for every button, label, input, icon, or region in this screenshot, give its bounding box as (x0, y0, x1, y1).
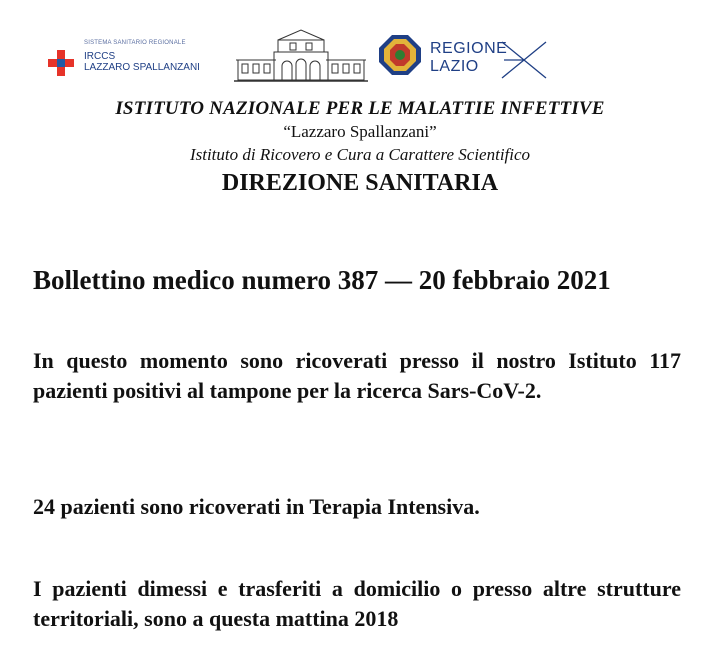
bulletin-paragraph-2: 24 pazienti sono ricoverati in Terapia Intensiva. (33, 494, 480, 519)
logo-irccs-text (84, 51, 200, 73)
lazio-line: LAZIO (430, 58, 479, 75)
regione-lazio-emblem-icon (378, 34, 422, 76)
bulletin-paragraph-3: I pazienti dimessi e trasferiti a domicilio o presso altre strutture territoriali, sono a questa mattina 2018 (33, 576, 681, 631)
bulletin-paragraph-1: In questo momento sono ricoverati presso il nostro Istituto 117 pazienti positivi al tampone per la ricerca Sars-CoV-2. (33, 348, 681, 403)
regione-lazio-chevron-icon (500, 40, 550, 80)
building-illustration-icon (234, 26, 368, 84)
logo-irccs-line2: LAZZARO SPALLANZANI (84, 62, 200, 73)
institute-name: ISTITUTO NAZIONALE PER LE MALATTIE INFETTIVE (115, 98, 605, 119)
logo-irccs-line1: IRCCS (84, 51, 116, 62)
department-title: DIREZIONE SANITARIA (221, 170, 499, 196)
institute-description: Istituto di Ricovero e Cura a Carattere Scientifico (189, 145, 531, 164)
medical-cross-icon (48, 50, 74, 76)
institute-subtitle: “Lazzaro Spallanzani” (283, 122, 437, 141)
logo-system-label: SISTEMA SANITARIO REGIONALE (84, 40, 186, 46)
regione-lazio-text (430, 40, 507, 76)
bulletin-title: Bollettino medico numero 387 — 20 febbraio 2021 (33, 265, 611, 295)
regione-line: REGIONE (430, 40, 508, 57)
irccs-logo (44, 38, 224, 78)
